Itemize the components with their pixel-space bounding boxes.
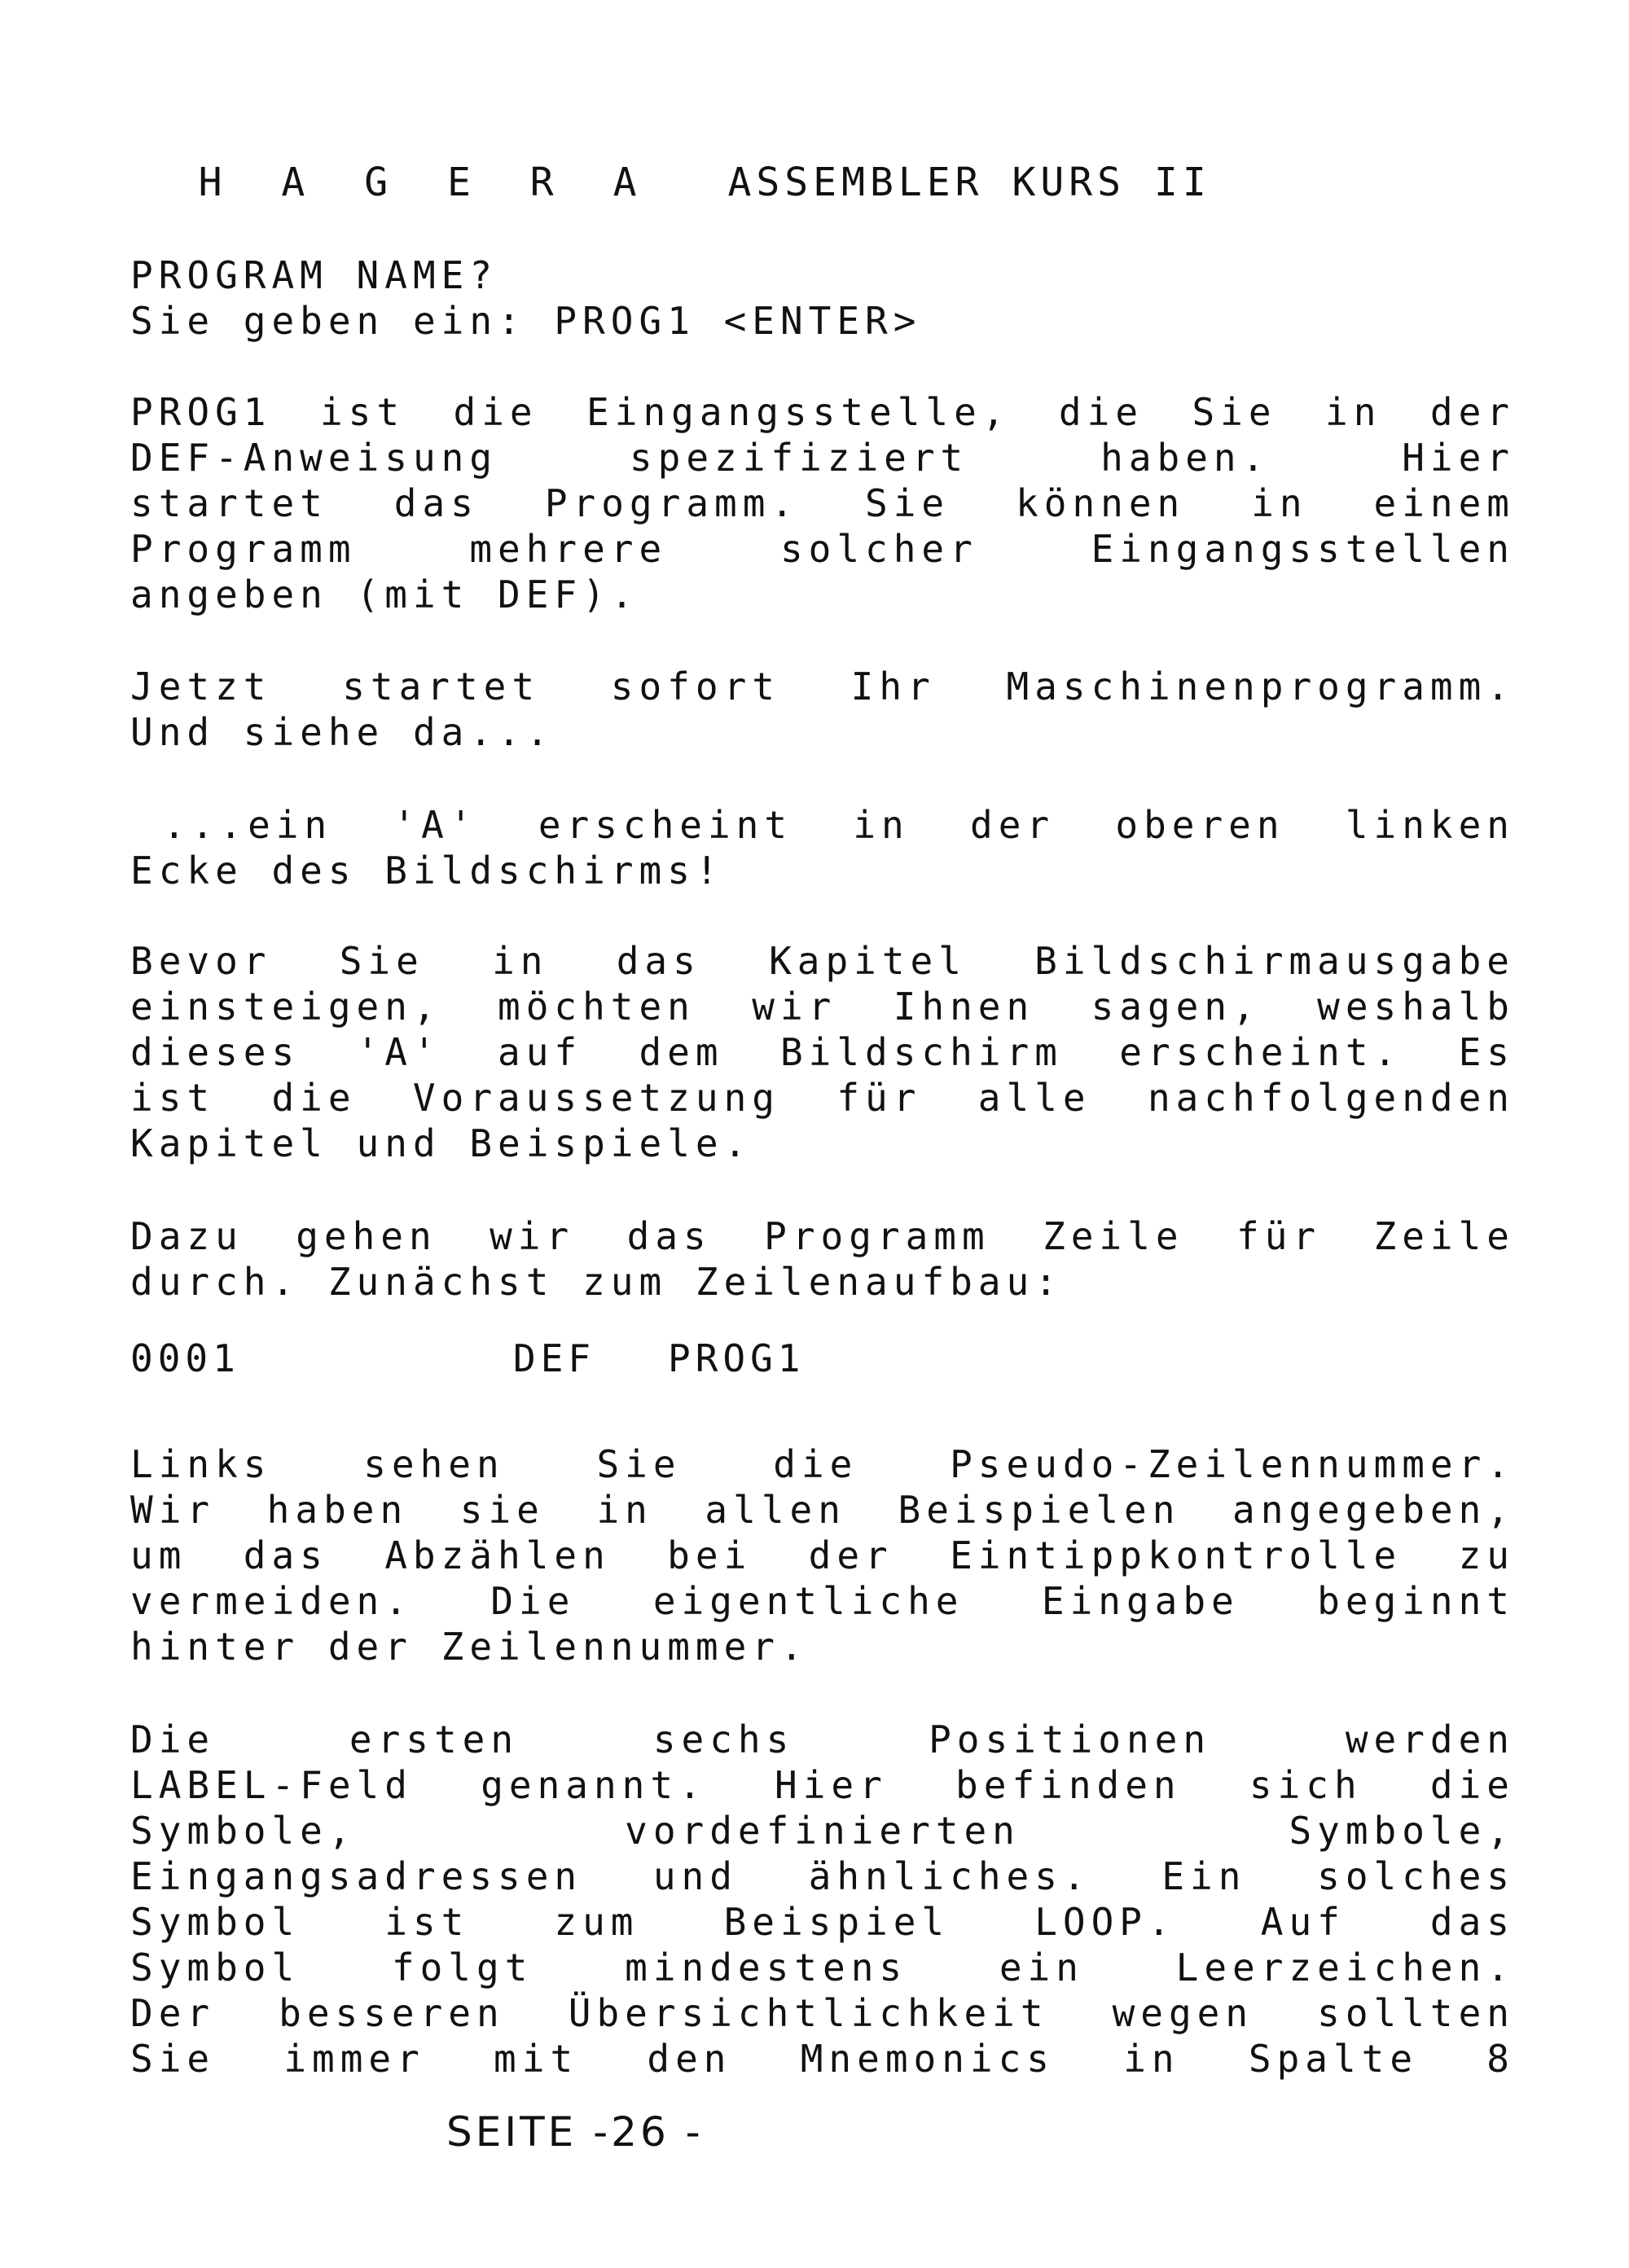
text-line: DEF-Anweisung spezifiziert haben. Hier bbox=[130, 436, 1515, 480]
text-line: Kapitel und Beispiele. bbox=[130, 1121, 753, 1165]
text-line: PROGRAM NAME? bbox=[130, 253, 498, 297]
text-line: Symbol ist zum Beispiel LOOP. Auf das bbox=[130, 1900, 1515, 1944]
paragraph-start bbox=[130, 664, 1515, 755]
text-line: Links sehen Sie die Pseudo-Zeilennummer. bbox=[130, 1442, 1515, 1486]
paragraph-label-field bbox=[130, 1717, 1515, 2082]
text-line: Und siehe da... bbox=[130, 710, 555, 754]
text-line: Programm mehrere solcher Eingangsstellen bbox=[130, 527, 1515, 571]
text-line: Ecke des Bildschirms! bbox=[130, 849, 724, 893]
text-line: durch. Zunächst zum Zeilenaufbau: bbox=[130, 1260, 1063, 1304]
text-line: PROG1 ist die Eingangsstelle, die Sie in der bbox=[130, 390, 1515, 434]
text-line: Wir haben sie in allen Beispielen angegeben, bbox=[130, 1488, 1515, 1532]
paragraph-entry-point bbox=[130, 389, 1515, 617]
text-line: Symbol folgt mindestens ein Leerzeichen. bbox=[130, 1946, 1515, 1989]
text-line: Sie immer mit den Mnemonics in Spalte 8 bbox=[130, 2037, 1515, 2081]
text-line: ...ein 'A' erscheint in der oberen linken bbox=[163, 803, 1515, 847]
text-line: Dazu gehen wir das Programm Zeile für Zeile bbox=[130, 1214, 1515, 1258]
text-line: LABEL-Feld genannt. Hier befinden sich die bbox=[130, 1763, 1515, 1807]
text-line: angeben (mit DEF). bbox=[130, 572, 639, 616]
paragraph-line-numbers bbox=[130, 1441, 1515, 1669]
code-operand: PROG1 bbox=[668, 1336, 806, 1380]
text-line: Der besseren Übersichtlichkeit wegen sollten bbox=[130, 1991, 1515, 2035]
paragraph-prompt bbox=[130, 252, 1515, 344]
page-header bbox=[91, 114, 1211, 251]
text-line: Symbole, vordefinierten Symbole, bbox=[130, 1809, 1515, 1853]
text-line: um das Abzählen bei der Eintippkontrolle zu bbox=[130, 1533, 1515, 1577]
text-line: ist die Voraussetzung für alle nachfolgenden bbox=[130, 1076, 1515, 1120]
text-line: Bevor Sie in das Kapitel Bildschirmausgabe bbox=[130, 939, 1515, 983]
code-line-number: 0001 bbox=[130, 1336, 240, 1380]
code-opcode: DEF bbox=[513, 1336, 596, 1380]
text-line: Sie geben ein: PROG1 <ENTER> bbox=[130, 299, 922, 343]
paragraph-reason bbox=[130, 938, 1515, 1166]
text-line: hinter der Zeilennummer. bbox=[130, 1625, 809, 1669]
text-line: Die ersten sechs Positionen werden bbox=[130, 1717, 1515, 1761]
text-line: einsteigen, möchten wir Ihnen sagen, weshalb bbox=[130, 985, 1515, 1029]
paragraph-walkthrough bbox=[130, 1213, 1515, 1305]
paragraph-result bbox=[130, 802, 1515, 893]
header-brand: H A G E R A bbox=[198, 160, 655, 205]
text-line: Jetzt startet sofort Ihr Maschinenprogramm. bbox=[130, 665, 1515, 708]
text-line: dieses 'A' auf dem Bildschirm erscheint. Es bbox=[130, 1030, 1515, 1074]
text-line: vermeiden. Die eigentliche Eingabe beginnt bbox=[130, 1579, 1515, 1623]
header-course-title: ASSEMBLER KURS II bbox=[727, 160, 1211, 205]
text-line: startet das Programm. Sie können in einem bbox=[130, 481, 1515, 525]
page-number: SEITE -26 - bbox=[446, 2108, 704, 2156]
text-line: Eingangsadressen und ähnliches. Ein solches bbox=[130, 1854, 1515, 1898]
code-example-line bbox=[130, 1336, 805, 1381]
